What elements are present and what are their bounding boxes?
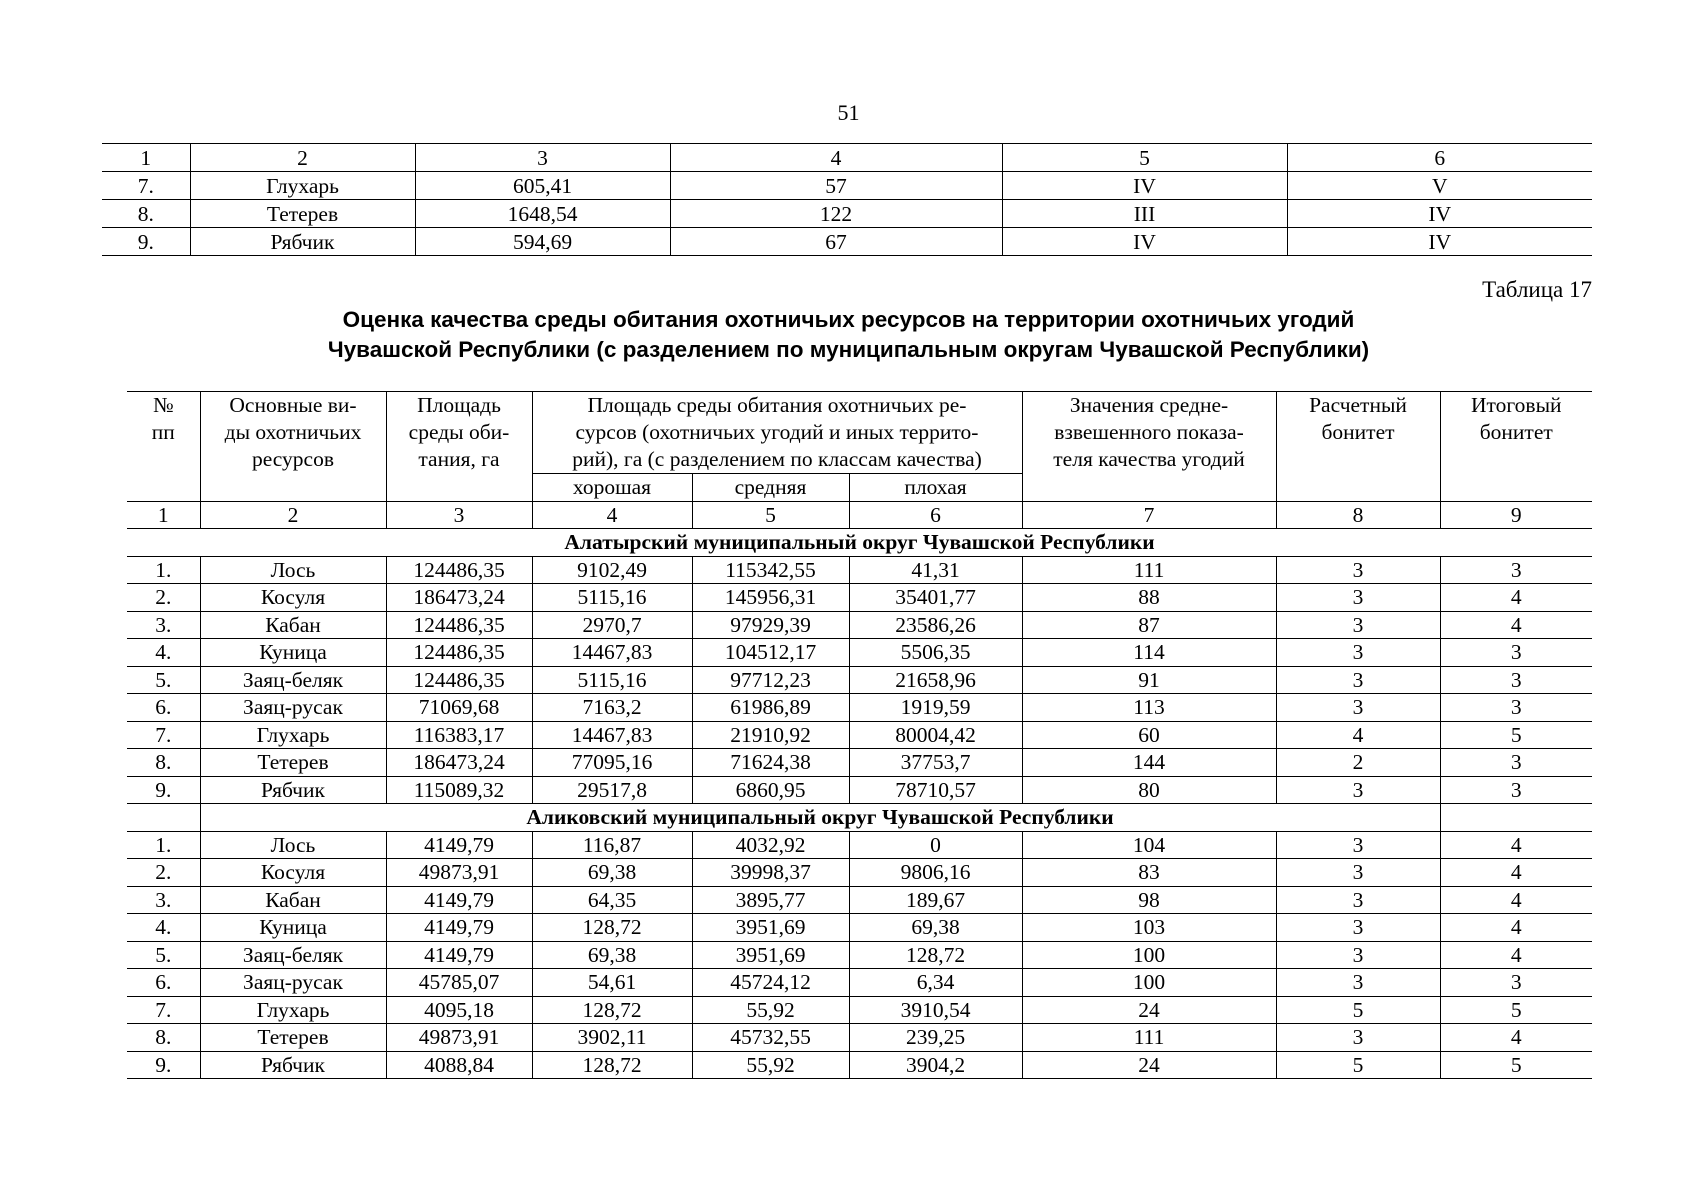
column-number-cell: 2 xyxy=(200,501,386,529)
table-cell: 6860,95 xyxy=(692,776,849,804)
table-cell: 605,41 xyxy=(415,172,670,200)
table-label: Таблица 17 xyxy=(1482,277,1592,302)
table-cell: 87 xyxy=(1022,611,1276,639)
table-cell: 24 xyxy=(1022,1051,1276,1079)
table-cell: Глухарь xyxy=(200,996,386,1024)
table-cell: 145956,31 xyxy=(692,584,849,612)
table-cell: III xyxy=(1002,200,1287,228)
column-number-cell: 5 xyxy=(692,501,849,529)
table-cell: 3 xyxy=(1440,749,1592,777)
table-cell: 4 xyxy=(1440,859,1592,887)
table-cell: 115089,32 xyxy=(386,776,532,804)
table-cell: 3 xyxy=(1440,969,1592,997)
table-cell: 3 xyxy=(1276,666,1440,694)
table-cell: 3 xyxy=(1440,694,1592,722)
table-cell: Заяц-русак xyxy=(200,969,386,997)
header-weighted-quality: Значения средне- взвешенного показа- теля качества угодий xyxy=(1022,392,1276,502)
table-cell: 4032,92 xyxy=(692,831,849,859)
table-cell: 128,72 xyxy=(532,1051,692,1079)
column-number-cell: 7 xyxy=(1022,501,1276,529)
table-cell: 97712,23 xyxy=(692,666,849,694)
table-cell: 8. xyxy=(127,749,200,777)
table-cell: 5 xyxy=(1276,1051,1440,1079)
section-title: Алатырский муниципальный округ Чувашской Республики xyxy=(127,529,1592,557)
table-cell: 116,87 xyxy=(532,831,692,859)
table-cell: 39998,37 xyxy=(692,859,849,887)
table-cell: 104512,17 xyxy=(692,639,849,667)
table-cell: 3 xyxy=(1440,556,1592,584)
table-cell: 122 xyxy=(670,200,1002,228)
table-cell: 4. xyxy=(127,914,200,942)
table-cell: 104 xyxy=(1022,831,1276,859)
table-cell: 4149,79 xyxy=(386,941,532,969)
table-title-line-1: Оценка качества среды обитания охотничьих ресурсов на территории охотничьих угодий xyxy=(342,307,1355,332)
table-cell: 3951,69 xyxy=(692,914,849,942)
table-cell: Заяц-беляк xyxy=(200,941,386,969)
table-cell: 3 xyxy=(1276,694,1440,722)
table-cell: 9. xyxy=(127,1051,200,1079)
table-cell: 6,34 xyxy=(849,969,1022,997)
table-cell: 83 xyxy=(1022,859,1276,887)
table-cell: 4. xyxy=(127,639,200,667)
table-cell: 2 xyxy=(1276,749,1440,777)
table-cell: 5506,35 xyxy=(849,639,1022,667)
table-cell: 111 xyxy=(1022,1024,1276,1052)
table-cell: 4149,79 xyxy=(386,886,532,914)
table-cell: 594,69 xyxy=(415,228,670,256)
table-title-line-2: Чувашской Республики (с разделением по муниципальным округам Чувашской Республики) xyxy=(327,337,1370,362)
table-cell: Заяц-русак xyxy=(200,694,386,722)
section-row xyxy=(127,804,1592,832)
table-cell: 3 xyxy=(1440,776,1592,804)
table-cell: 3 xyxy=(1276,1024,1440,1052)
table-cell: 41,31 xyxy=(849,556,1022,584)
column-number-cell: 3 xyxy=(386,501,532,529)
column-number-cell: 3 xyxy=(415,144,670,172)
column-number-cell: 9 xyxy=(1440,501,1592,529)
table-cell: 69,38 xyxy=(532,859,692,887)
page-number: 51 xyxy=(837,100,860,125)
table-cell: 3 xyxy=(1276,886,1440,914)
column-number-cell: 4 xyxy=(670,144,1002,172)
table-cell: 35401,77 xyxy=(849,584,1022,612)
table-cell: 124486,35 xyxy=(386,556,532,584)
table-cell: 2. xyxy=(127,584,200,612)
column-number-cell: 4 xyxy=(532,501,692,529)
header-medium: средняя xyxy=(692,474,849,502)
table-cell: 23586,26 xyxy=(849,611,1022,639)
table-cell: 60 xyxy=(1022,721,1276,749)
table-cell: 3 xyxy=(1276,941,1440,969)
table-row xyxy=(127,996,1592,1024)
table-cell: 8. xyxy=(102,200,190,228)
table-cell: 5. xyxy=(127,941,200,969)
table-cell: Глухарь xyxy=(190,172,415,200)
section-title: Аликовский муниципальный округ Чувашской Республики xyxy=(200,804,1440,832)
table-cell: Кабан xyxy=(200,611,386,639)
table-row xyxy=(127,749,1592,777)
table-cell: 114 xyxy=(1022,639,1276,667)
table-cell: 124486,35 xyxy=(386,611,532,639)
table-cell: 69,38 xyxy=(532,941,692,969)
table-cell: 64,35 xyxy=(532,886,692,914)
table-cell: 61986,89 xyxy=(692,694,849,722)
continued-table xyxy=(102,143,1592,256)
table-cell: 98 xyxy=(1022,886,1276,914)
table-cell: 4 xyxy=(1440,886,1592,914)
table-cell: 1. xyxy=(127,556,200,584)
table-cell: 45724,12 xyxy=(692,969,849,997)
column-number-cell: 8 xyxy=(1276,501,1440,529)
table-cell: 4 xyxy=(1440,914,1592,942)
table-cell: Кабан xyxy=(200,886,386,914)
table-cell: 3 xyxy=(1276,584,1440,612)
table-cell: 0 xyxy=(849,831,1022,859)
table-title xyxy=(0,305,1697,365)
table-cell: Рябчик xyxy=(200,776,386,804)
column-number-row xyxy=(102,144,1592,172)
section-row xyxy=(127,529,1592,557)
table-cell: 186473,24 xyxy=(386,584,532,612)
table-cell: 49873,91 xyxy=(386,859,532,887)
table-cell: 88 xyxy=(1022,584,1276,612)
column-number-row xyxy=(127,501,1592,529)
table-cell: IV xyxy=(1002,172,1287,200)
table-cell: 4 xyxy=(1440,611,1592,639)
table-cell: 3 xyxy=(1276,776,1440,804)
header-final-bonitet: Итоговый бонитет xyxy=(1440,392,1592,502)
table-row xyxy=(127,556,1592,584)
table-cell: 9102,49 xyxy=(532,556,692,584)
column-number-cell: 1 xyxy=(127,501,200,529)
table-cell: 4095,18 xyxy=(386,996,532,1024)
table-cell: 9. xyxy=(102,228,190,256)
table-cell: Тетерев xyxy=(200,1024,386,1052)
table-cell: 115342,55 xyxy=(692,556,849,584)
table-cell: 100 xyxy=(1022,941,1276,969)
header-species: Основные ви- ды охотничьих ресурсов xyxy=(200,392,386,502)
table-cell: 5 xyxy=(1440,996,1592,1024)
header-calculated-bonitet: Расчетный бонитет xyxy=(1276,392,1440,502)
table-cell: 3 xyxy=(1276,831,1440,859)
table-cell: 4 xyxy=(1440,1024,1592,1052)
table-cell: 4 xyxy=(1440,941,1592,969)
table-cell: 91 xyxy=(1022,666,1276,694)
table-cell: 5 xyxy=(1440,721,1592,749)
table-row xyxy=(127,859,1592,887)
table-cell: 6. xyxy=(127,694,200,722)
table-cell: 71624,38 xyxy=(692,749,849,777)
table-cell: 55,92 xyxy=(692,996,849,1024)
table-cell: 239,25 xyxy=(849,1024,1022,1052)
table-row xyxy=(127,584,1592,612)
table-cell: 3 xyxy=(1276,639,1440,667)
table-cell: 4 xyxy=(1440,584,1592,612)
table-cell: 3 xyxy=(1440,639,1592,667)
table-cell: 57 xyxy=(670,172,1002,200)
table-cell: 103 xyxy=(1022,914,1276,942)
table-cell: 3951,69 xyxy=(692,941,849,969)
table-cell: 3902,11 xyxy=(532,1024,692,1052)
table-row xyxy=(127,1051,1592,1079)
table-cell: Рябчик xyxy=(190,228,415,256)
table-cell: 45785,07 xyxy=(386,969,532,997)
table-cell: Рябчик xyxy=(200,1051,386,1079)
table-cell: V xyxy=(1287,172,1592,200)
table-cell: 5115,16 xyxy=(532,584,692,612)
table-cell: Косуля xyxy=(200,859,386,887)
table-cell: 67 xyxy=(670,228,1002,256)
column-number-cell: 1 xyxy=(102,144,190,172)
table-row xyxy=(127,886,1592,914)
table-cell: 29517,8 xyxy=(532,776,692,804)
table-cell: 1648,54 xyxy=(415,200,670,228)
column-number-cell: 5 xyxy=(1002,144,1287,172)
table-cell: 3 xyxy=(1276,611,1440,639)
table-cell: 128,72 xyxy=(532,996,692,1024)
header-poor: плохая xyxy=(849,474,1022,502)
table-cell: Тетерев xyxy=(200,749,386,777)
table-cell: 113 xyxy=(1022,694,1276,722)
table-cell: 8. xyxy=(127,1024,200,1052)
table-cell: 3 xyxy=(1276,914,1440,942)
table-cell: Лось xyxy=(200,556,386,584)
table-cell: 3 xyxy=(1276,859,1440,887)
table-cell: 3910,54 xyxy=(849,996,1022,1024)
table-cell: IV xyxy=(1002,228,1287,256)
table-cell: 54,61 xyxy=(532,969,692,997)
table-cell: 55,92 xyxy=(692,1051,849,1079)
table-cell: 45732,55 xyxy=(692,1024,849,1052)
table-cell: 5. xyxy=(127,666,200,694)
table-cell: 97929,39 xyxy=(692,611,849,639)
column-number-cell: 2 xyxy=(190,144,415,172)
table-cell: 4 xyxy=(1440,831,1592,859)
table-row xyxy=(127,639,1592,667)
column-number-cell: 6 xyxy=(849,501,1022,529)
table-cell: 4149,79 xyxy=(386,914,532,942)
header-good: хорошая xyxy=(532,474,692,502)
table-cell: 7. xyxy=(102,172,190,200)
table-row xyxy=(127,1024,1592,1052)
table-cell: Глухарь xyxy=(200,721,386,749)
table-cell: 24 xyxy=(1022,996,1276,1024)
table-row xyxy=(127,969,1592,997)
table-cell: 77095,16 xyxy=(532,749,692,777)
table-cell: 4 xyxy=(1276,721,1440,749)
table-cell: 37753,7 xyxy=(849,749,1022,777)
table-cell: Лось xyxy=(200,831,386,859)
table-row xyxy=(102,200,1592,228)
table-cell: 69,38 xyxy=(849,914,1022,942)
table-cell: 111 xyxy=(1022,556,1276,584)
table-cell: 2970,7 xyxy=(532,611,692,639)
table-cell: 124486,35 xyxy=(386,666,532,694)
table-cell: 5115,16 xyxy=(532,666,692,694)
table-cell: 9. xyxy=(127,776,200,804)
table-cell: 49873,91 xyxy=(386,1024,532,1052)
header-area-by-class: Площадь среды обитания охотничьих ре- сурсов (охотничьих угодий и иных террито- рий), га (с разделением по классам качества) xyxy=(532,392,1022,474)
table-row xyxy=(127,694,1592,722)
table-cell: 4149,79 xyxy=(386,831,532,859)
table-cell: 14467,83 xyxy=(532,639,692,667)
main-table xyxy=(127,391,1592,1079)
table-cell: 186473,24 xyxy=(386,749,532,777)
table-cell: 21658,96 xyxy=(849,666,1022,694)
table-cell: 3. xyxy=(127,611,200,639)
table-cell: Тетерев xyxy=(190,200,415,228)
table-cell: 14467,83 xyxy=(532,721,692,749)
table-cell: 7. xyxy=(127,996,200,1024)
table-row xyxy=(127,611,1592,639)
table-cell: 3. xyxy=(127,886,200,914)
table-cell: 2. xyxy=(127,859,200,887)
table-cell: 3895,77 xyxy=(692,886,849,914)
table-cell: 5 xyxy=(1276,996,1440,1024)
table-row xyxy=(102,228,1592,256)
table-row xyxy=(127,721,1592,749)
table-cell: Косуля xyxy=(200,584,386,612)
table-cell: 7. xyxy=(127,721,200,749)
table-cell: 80004,42 xyxy=(849,721,1022,749)
table-cell: 128,72 xyxy=(532,914,692,942)
section-spacer xyxy=(127,804,200,832)
table-cell: Заяц-беляк xyxy=(200,666,386,694)
table-cell: Куница xyxy=(200,914,386,942)
table-row xyxy=(127,914,1592,942)
table-row xyxy=(127,941,1592,969)
table-cell: 3 xyxy=(1276,969,1440,997)
table-cell: IV xyxy=(1287,228,1592,256)
table-cell: 5 xyxy=(1440,1051,1592,1079)
table-row xyxy=(102,172,1592,200)
section-spacer xyxy=(1440,804,1592,832)
table-cell: 100 xyxy=(1022,969,1276,997)
table-cell: 128,72 xyxy=(849,941,1022,969)
table-row xyxy=(127,776,1592,804)
column-number-cell: 6 xyxy=(1287,144,1592,172)
table-cell: 71069,68 xyxy=(386,694,532,722)
table-cell: 1919,59 xyxy=(849,694,1022,722)
table-cell: 1. xyxy=(127,831,200,859)
table-cell: 21910,92 xyxy=(692,721,849,749)
table-cell: 80 xyxy=(1022,776,1276,804)
table-cell: 124486,35 xyxy=(386,639,532,667)
table-cell: 9806,16 xyxy=(849,859,1022,887)
table-cell: 78710,57 xyxy=(849,776,1022,804)
table-cell: 4088,84 xyxy=(386,1051,532,1079)
table-cell: IV xyxy=(1287,200,1592,228)
table-cell: Куница xyxy=(200,639,386,667)
table-cell: 6. xyxy=(127,969,200,997)
table-row xyxy=(127,666,1592,694)
table-cell: 116383,17 xyxy=(386,721,532,749)
table-cell: 3 xyxy=(1440,666,1592,694)
header-habitat-area: Площадь среды оби- тания, га xyxy=(386,392,532,502)
table-cell: 3 xyxy=(1276,556,1440,584)
table-cell: 144 xyxy=(1022,749,1276,777)
table-cell: 7163,2 xyxy=(532,694,692,722)
table-cell: 3904,2 xyxy=(849,1051,1022,1079)
table-row xyxy=(127,831,1592,859)
table-cell: 189,67 xyxy=(849,886,1022,914)
header-number: № пп xyxy=(127,392,200,502)
